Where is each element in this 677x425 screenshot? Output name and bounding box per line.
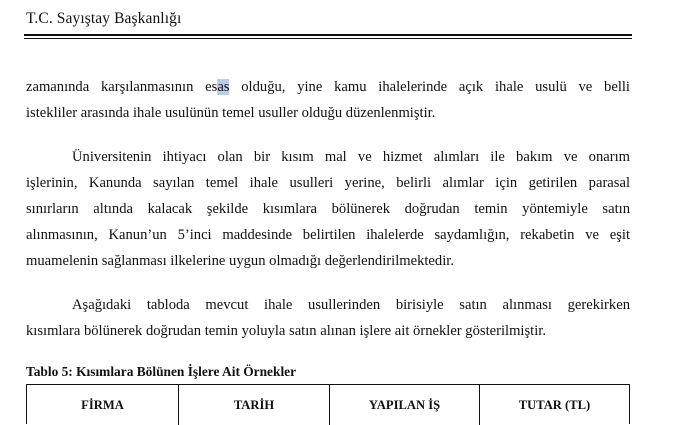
header-rule-thin	[24, 38, 632, 39]
paragraph-1	[26, 74, 630, 126]
table-header-yapilan-is: YAPILAN İŞ	[330, 385, 480, 425]
paragraph-3	[26, 292, 630, 344]
paragraph-2-line: alınmasının, Kanun’un 5’inci maddesinde belirtilen ihalelerde saydamlığın, rekabetin ve eşit	[26, 227, 630, 243]
table-caption: Tablo 5: Kısımlara Bölünen İşlere Ait Örnekler	[26, 364, 297, 379]
header-rule-thick	[24, 34, 632, 36]
paragraph-2-line: muamelenin sağlanması ilkelerine uygun olmadığı değerlendirilmektedir.	[26, 253, 454, 269]
paragraph-2-line: Üniversitenin ihtiyacı olan bir kısım mal ve hizmet alımları ile bakım ve onarım	[72, 149, 630, 165]
page-header-title: T.C. Sayıştay Başkanlığı	[26, 10, 182, 27]
paragraph-3-line: kısımlara bölünerek doğrudan temin yoluyla satın alınan işlere ait örnekler gösterilmiştir.	[26, 323, 546, 339]
paragraph-2-line: sınırların altında kalacak şekilde kısımlara bölünerek doğrudan temin yöntemiyle satın	[26, 201, 630, 217]
paragraph-3-line: Aşağıdaki tabloda mevcut ihale usullerinden birisiyle satın alınması gerekirken	[72, 297, 630, 313]
table-header-tarih: TARİH	[179, 385, 330, 425]
paragraph-2-line: işlerinin, Kanunda sayılan temel ihale usulleri yerine, belirli alımlar için getirilen parasal	[26, 175, 630, 191]
examples-table	[26, 384, 630, 424]
paragraph-1-line-1	[26, 74, 630, 100]
table-header-tutar: TUTAR (TL)	[518, 398, 591, 412]
text-selection-highlight[interactable]: as	[217, 79, 230, 95]
paragraph-1-line-1-start: zamanında karşılanmasının es	[26, 79, 218, 95]
paragraph-1-line-2: istekliler arasında ihale usulünün temel usuller olduğu düzenlenmiştir.	[26, 105, 436, 121]
table-header-firma: FİRMA	[27, 385, 179, 425]
paragraph-2	[26, 144, 630, 274]
paragraph-1-line-1-end: olduğu, yine kamu ihalelerinde açık ihale usulü ve belli	[229, 79, 630, 95]
